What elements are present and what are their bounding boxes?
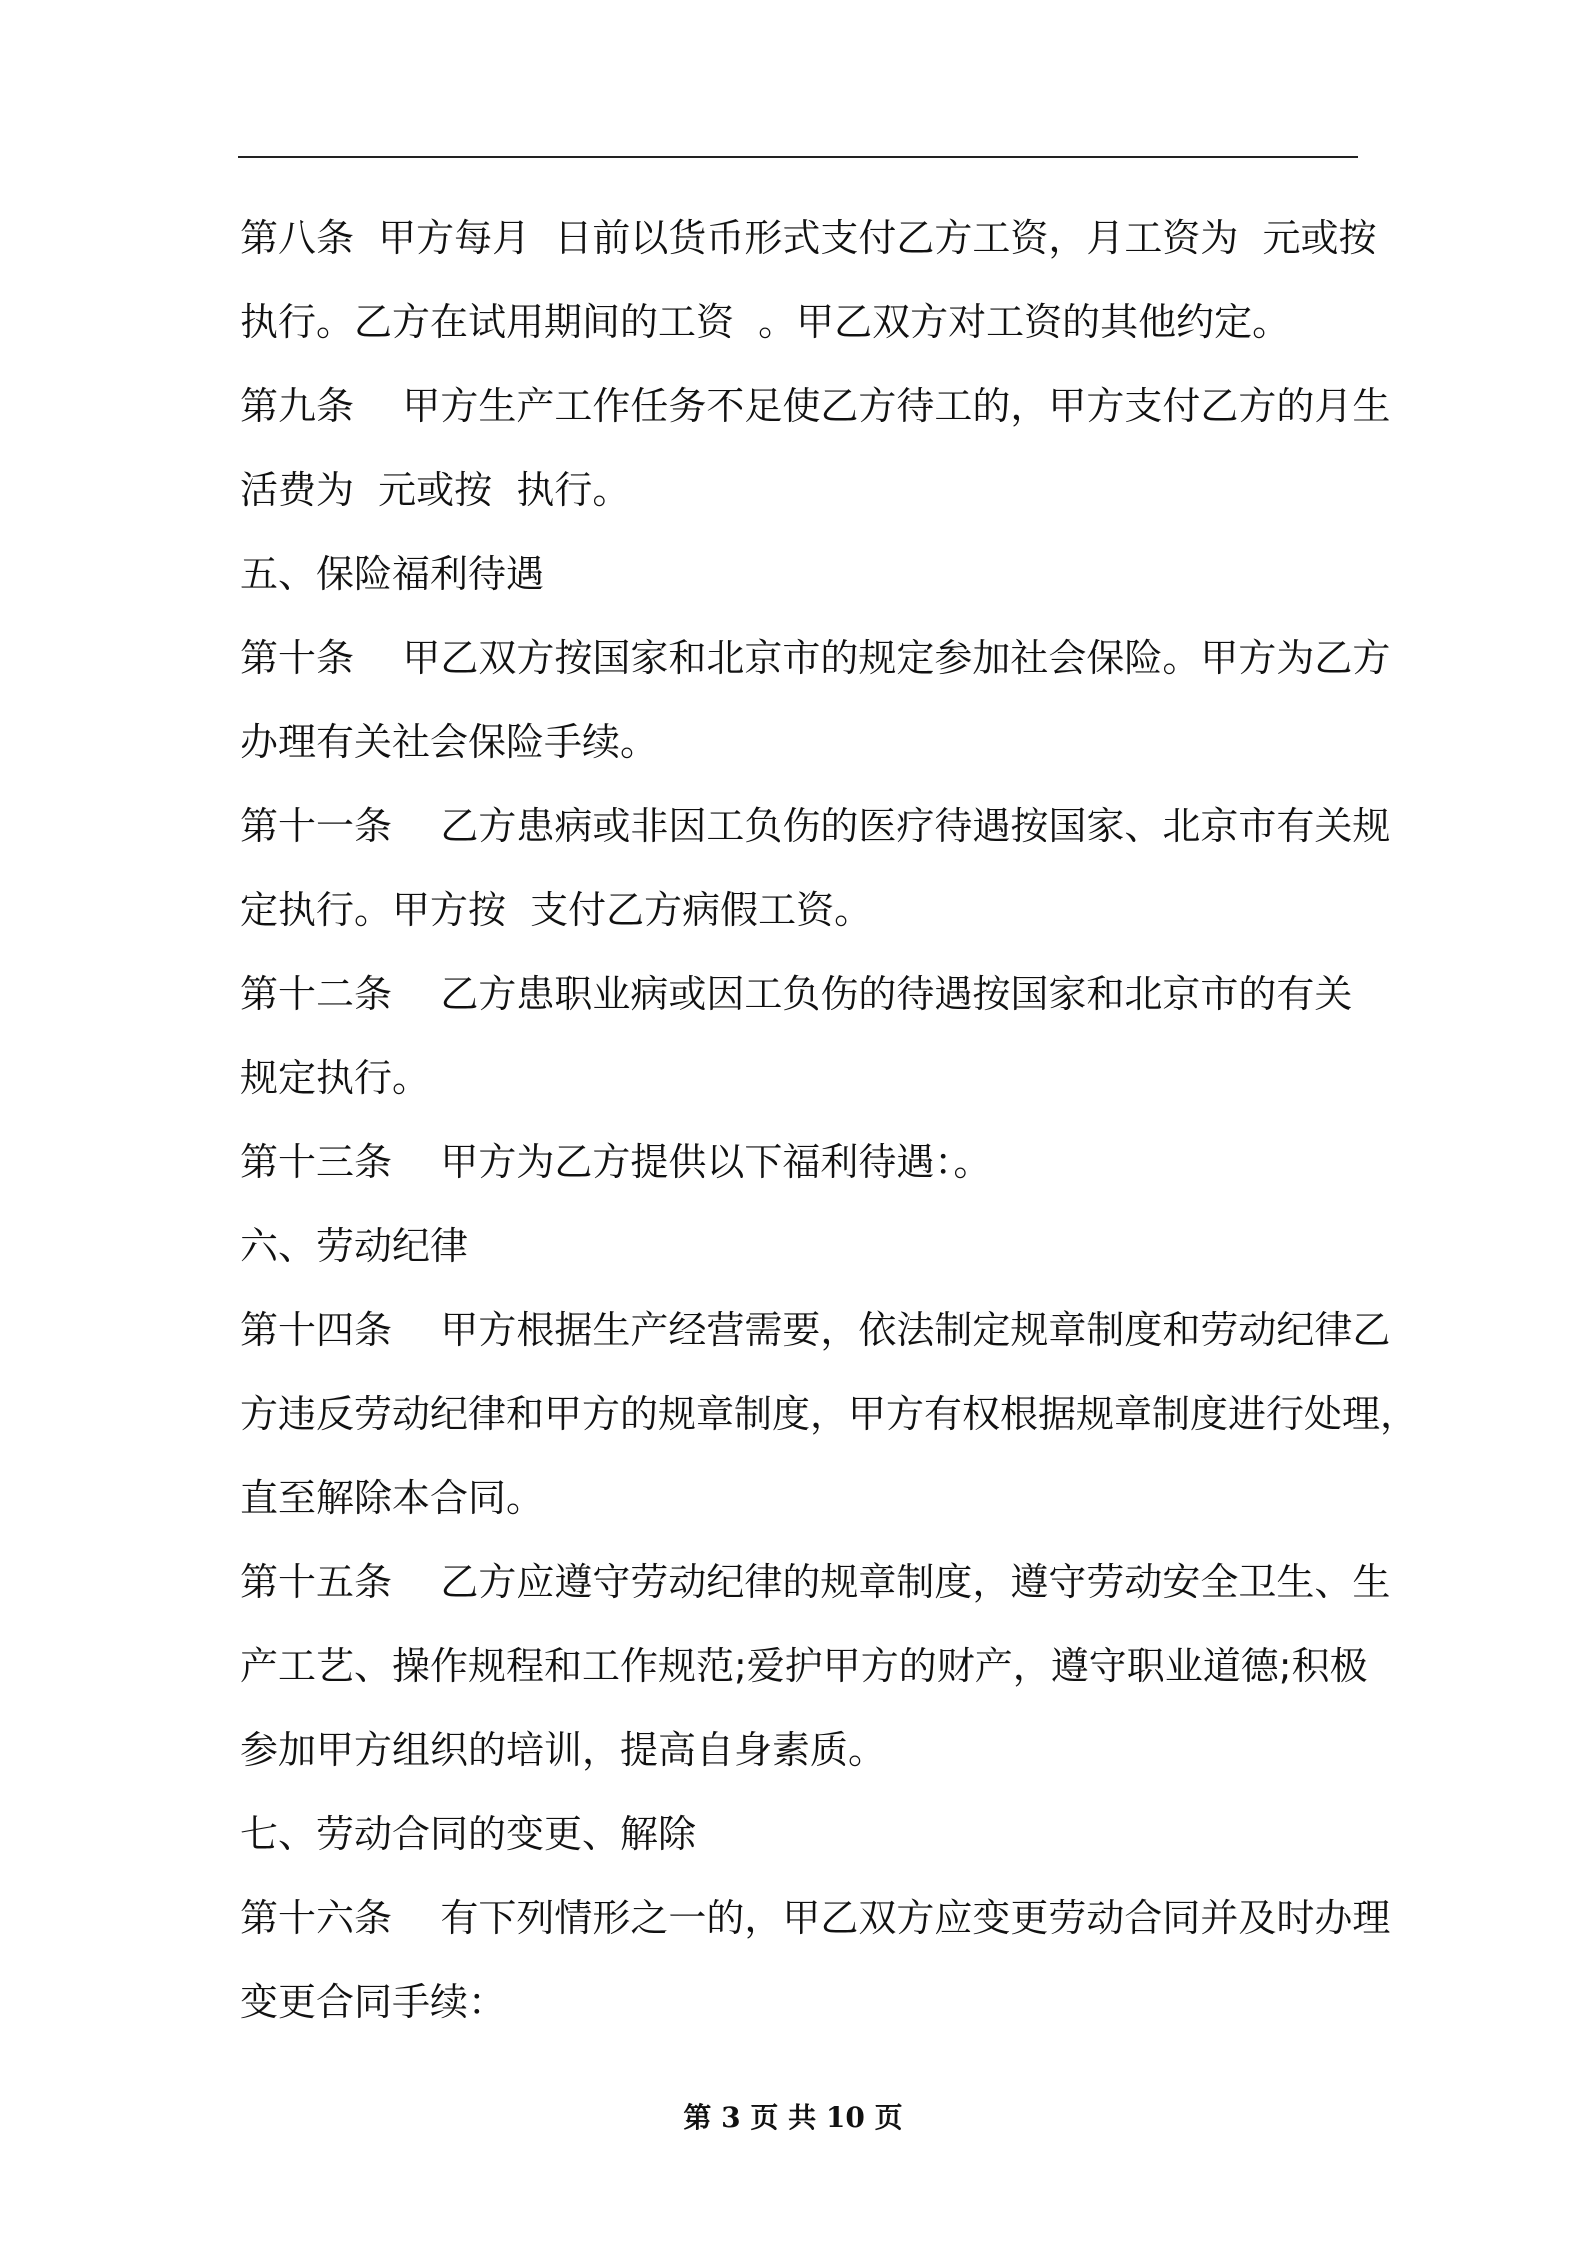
text-line: 第十六条 有下列情形之一的，甲乙双方应变更劳动合同并及时办理 bbox=[240, 1896, 1391, 1940]
text-line: 产工艺、操作规程和工作规范;爱护甲方的财产，遵守职业道德;积极 bbox=[240, 1644, 1368, 1688]
text-line: 第十三条 甲方为乙方提供以下福利待遇：。 bbox=[240, 1140, 992, 1184]
page-number-footer: 第 3 页 共 10 页 bbox=[683, 2101, 903, 2134]
text-line: 第十五条 乙方应遵守劳动纪律的规章制度，遵守劳动安全卫生、生 bbox=[240, 1560, 1391, 1604]
text-line: 活费为 元或按 执行。 bbox=[240, 468, 631, 512]
header-rule bbox=[238, 156, 1358, 158]
section-heading: 六、劳动纪律 bbox=[240, 1224, 469, 1268]
text-line: 第十二条 乙方患职业病或因工负伤的待遇按国家和北京市的有关 bbox=[240, 972, 1353, 1016]
text-line: 变更合同手续： bbox=[240, 1980, 507, 2024]
document-body bbox=[240, 196, 1419, 2044]
section-heading: 五、保险福利待遇 bbox=[240, 552, 545, 596]
text-line: 定执行。甲方按 支付乙方病假工资。 bbox=[240, 888, 873, 932]
section-heading: 七、劳动合同的变更、解除 bbox=[240, 1812, 697, 1856]
text-line: 第十一条 乙方患病或非因工负伤的医疗待遇按国家、北京市有关规 bbox=[240, 804, 1391, 848]
text-line: 直至解除本合同。 bbox=[240, 1476, 545, 1520]
text-line: 第九条 甲方生产工作任务不足使乙方待工的，甲方支付乙方的月生 bbox=[240, 384, 1391, 428]
text-line: 第十四条 甲方根据生产经营需要，依法制定规章制度和劳动纪律乙 bbox=[240, 1308, 1391, 1352]
text-line: 第十条 甲乙双方按国家和北京市的规定参加社会保险。甲方为乙方 bbox=[240, 636, 1391, 680]
text-line: 方违反劳动纪律和甲方的规章制度，甲方有权根据规章制度进行处理， bbox=[240, 1392, 1419, 1436]
text-line: 参加甲方组织的培训，提高自身素质。 bbox=[240, 1728, 887, 1772]
text-line: 第八条 甲方每月 日前以货币形式支付乙方工资，月工资为 元或按 bbox=[240, 216, 1377, 260]
text-line: 规定执行。 bbox=[240, 1056, 431, 1100]
text-line: 执行。乙方在试用期间的工资 。甲乙双方对工资的其他约定。 bbox=[240, 300, 1291, 344]
text-line: 办理有关社会保险手续。 bbox=[240, 720, 659, 764]
